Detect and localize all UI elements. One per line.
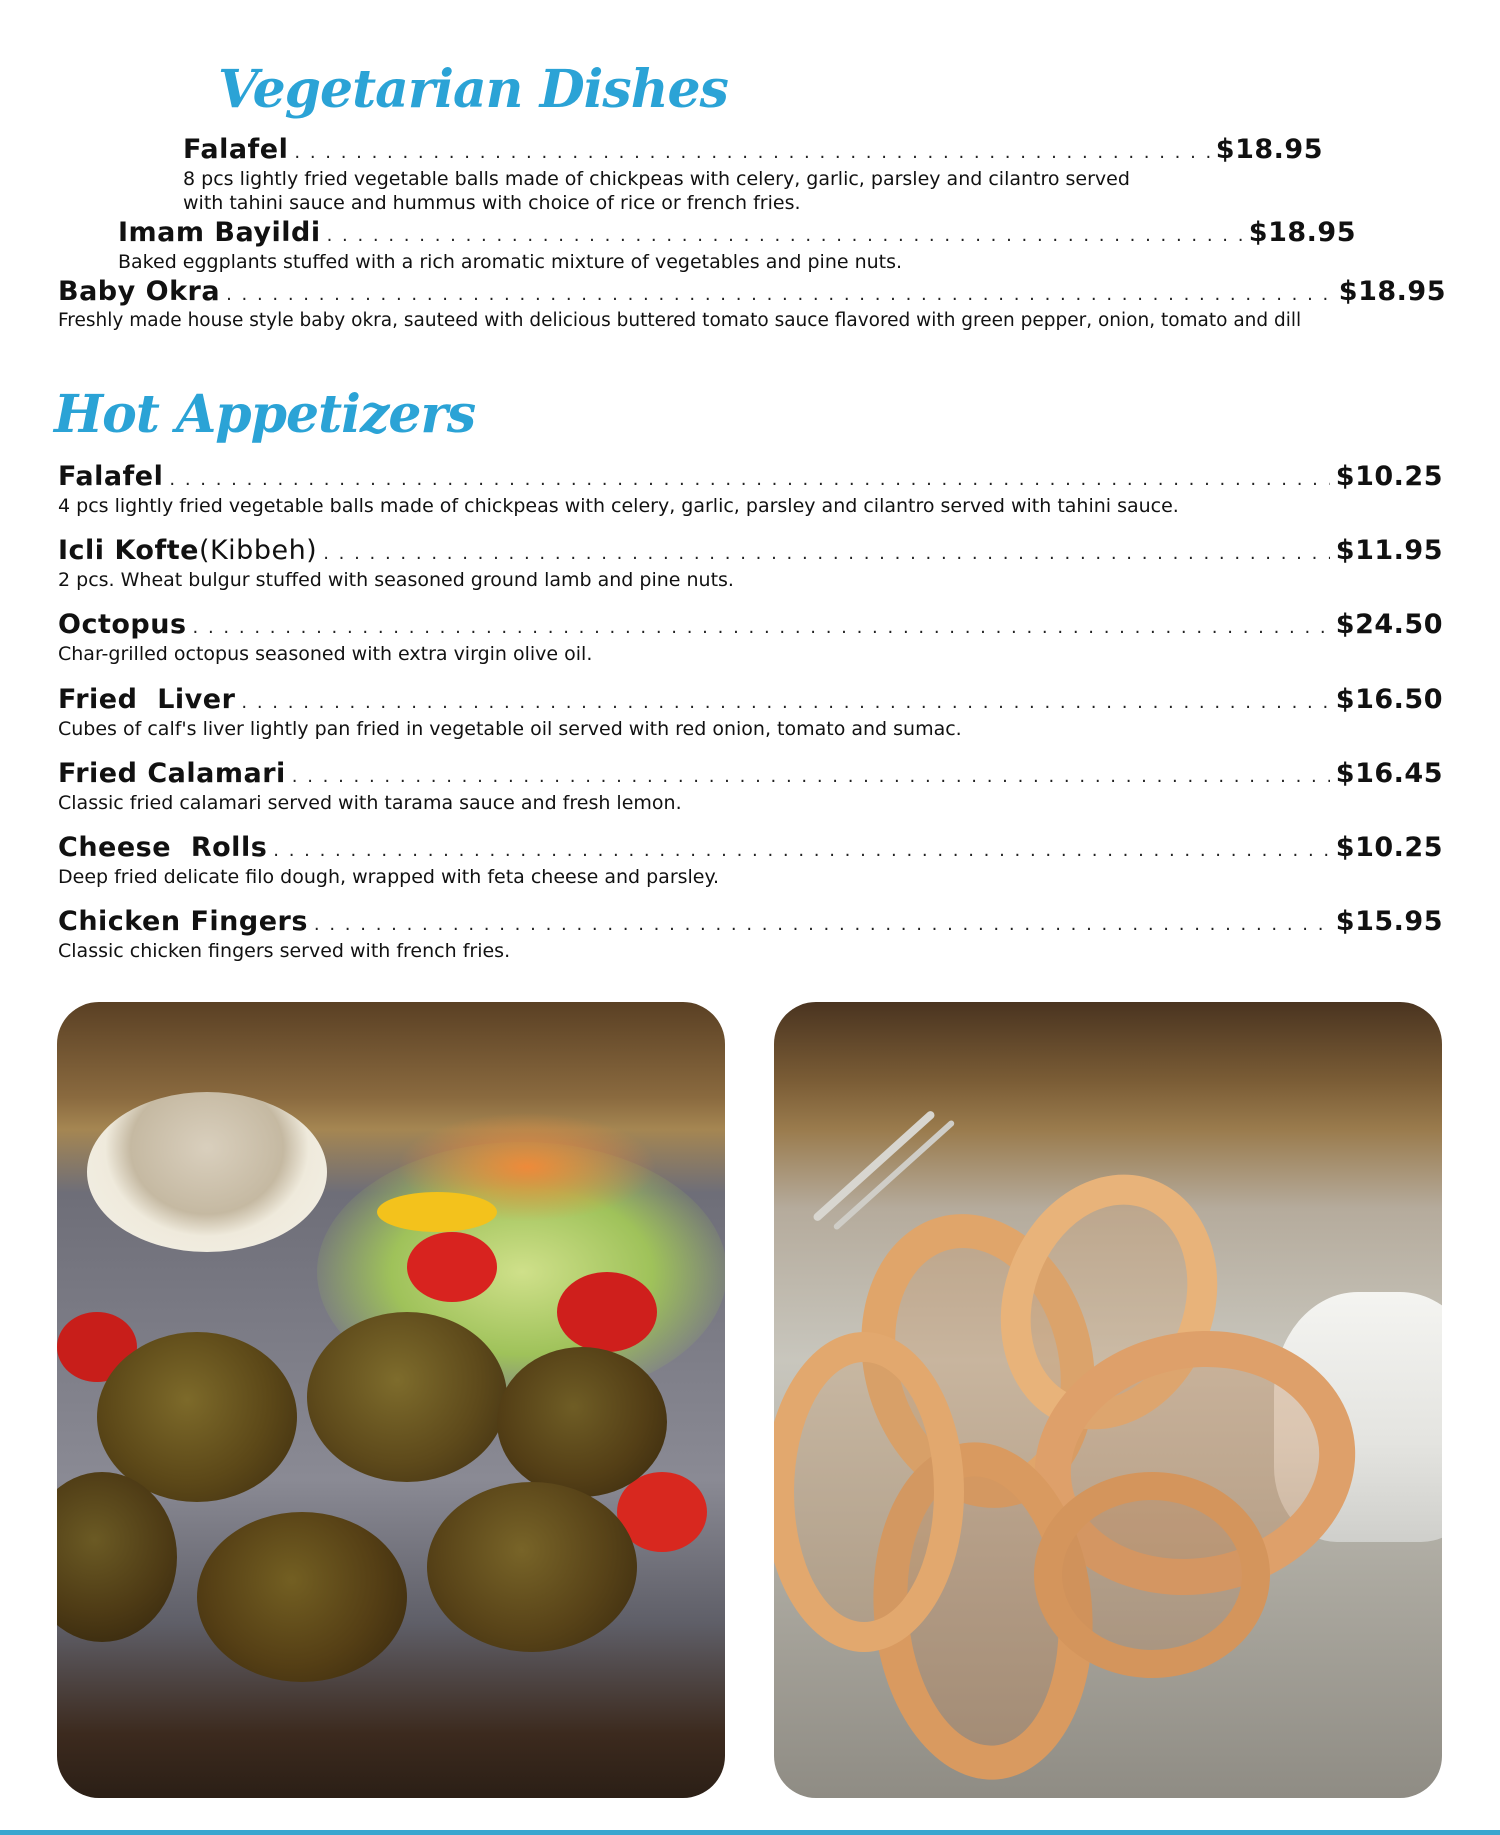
item-name: Fried Calamari xyxy=(58,758,286,789)
item-name: Falafel xyxy=(183,134,289,165)
item-price: $10.25 xyxy=(1335,832,1443,863)
item-name: Baby Okra xyxy=(58,276,221,307)
item-price: $18.95 xyxy=(1248,217,1356,248)
dot-leader xyxy=(323,543,1330,564)
sauce-cup xyxy=(87,1092,327,1252)
dot-leader xyxy=(292,766,1330,787)
falafel-ball xyxy=(197,1512,407,1682)
section-title-vegetarian: Vegetarian Dishes xyxy=(218,59,728,120)
dot-leader xyxy=(314,914,1330,935)
dot-leader xyxy=(327,225,1243,246)
menu-item-imam-bayildi xyxy=(118,217,1356,274)
item-description: Classic chicken fingers served with french fries. xyxy=(58,940,511,962)
fork xyxy=(812,1109,936,1222)
item-price: $15.95 xyxy=(1335,906,1443,937)
dot-leader xyxy=(273,840,1330,861)
menu-item-hot-falafel xyxy=(58,461,1443,518)
menu-item-octopus xyxy=(58,609,1443,666)
item-description: 4 pcs lightly fried vegetable balls made of chickpeas with celery, garlic, parsley and cilantro served with tahini sauce. xyxy=(58,495,1179,517)
item-description: 2 pcs. Wheat bulgur stuffed with seasoned ground lamb and pine nuts. xyxy=(58,569,734,591)
item-name: Octopus xyxy=(58,609,187,640)
item-name: Imam Bayildi xyxy=(118,217,321,248)
item-price: $16.45 xyxy=(1335,758,1443,789)
item-description: Char-grilled octopus seasoned with extra virgin olive oil. xyxy=(58,643,593,665)
item-name: Chicken Fingers xyxy=(58,906,308,937)
menu-item-fried-calamari xyxy=(58,758,1443,815)
falafel-ball xyxy=(57,1472,177,1642)
item-description: Freshly made house style baby okra, sauteed with delicious buttered tomato sauce flavored with green pepper, onion, tomato and dill xyxy=(58,310,1302,331)
falafel-ball xyxy=(427,1482,637,1652)
item-name: Icli Kofte xyxy=(58,535,199,566)
item-price: $24.50 xyxy=(1335,609,1443,640)
menu-item-chicken-fingers xyxy=(58,906,1443,963)
dot-leader xyxy=(294,142,1209,163)
menu-item-baby-okra xyxy=(58,276,1446,333)
item-description: Baked eggplants stuffed with a rich aromatic mixture of vegetables and pine nuts. xyxy=(118,251,903,273)
item-price: $18.95 xyxy=(1215,134,1323,165)
item-name: Falafel xyxy=(58,461,164,492)
item-name: Fried Liver xyxy=(58,684,236,715)
calamari-photo xyxy=(774,1002,1442,1798)
dot-leader xyxy=(169,469,1329,490)
item-price: $16.50 xyxy=(1335,684,1443,715)
item-price: $11.95 xyxy=(1335,535,1443,566)
item-price: $18.95 xyxy=(1338,276,1446,307)
falafel-ball xyxy=(307,1312,507,1482)
item-price: $10.25 xyxy=(1335,461,1443,492)
dot-leader xyxy=(193,617,1330,638)
dot-leader xyxy=(226,284,1333,305)
item-description: Cubes of calf's liver lightly pan fried in vegetable oil served with red onion, tomato and sumac. xyxy=(58,718,962,740)
menu-item-fried-liver xyxy=(58,684,1443,741)
falafel-ball xyxy=(497,1347,667,1497)
item-name-extra: (Kibbeh) xyxy=(198,535,318,566)
calamari-ring xyxy=(1034,1472,1270,1678)
menu-item-veg-falafel xyxy=(183,134,1323,215)
dot-leader xyxy=(241,692,1329,713)
falafel-photo xyxy=(57,1002,725,1798)
item-description: 8 pcs lightly fried vegetable balls made of chickpeas with celery, garlic, parsley and cilantro served with tahini sauce and hummus with choice of rice or french fries. xyxy=(183,168,1130,214)
section-title-hot-appetizers: Hot Appetizers xyxy=(54,384,476,445)
item-description: Deep fried delicate filo dough, wrapped with feta cheese and parsley. xyxy=(58,866,720,888)
menu-item-cheese-rolls xyxy=(58,832,1443,889)
item-name: Cheese Rolls xyxy=(58,832,268,863)
menu-item-icli-kofte xyxy=(58,535,1443,592)
item-description: Classic fried calamari served with tarama sauce and fresh lemon. xyxy=(58,792,682,814)
footer-line xyxy=(0,1830,1500,1835)
